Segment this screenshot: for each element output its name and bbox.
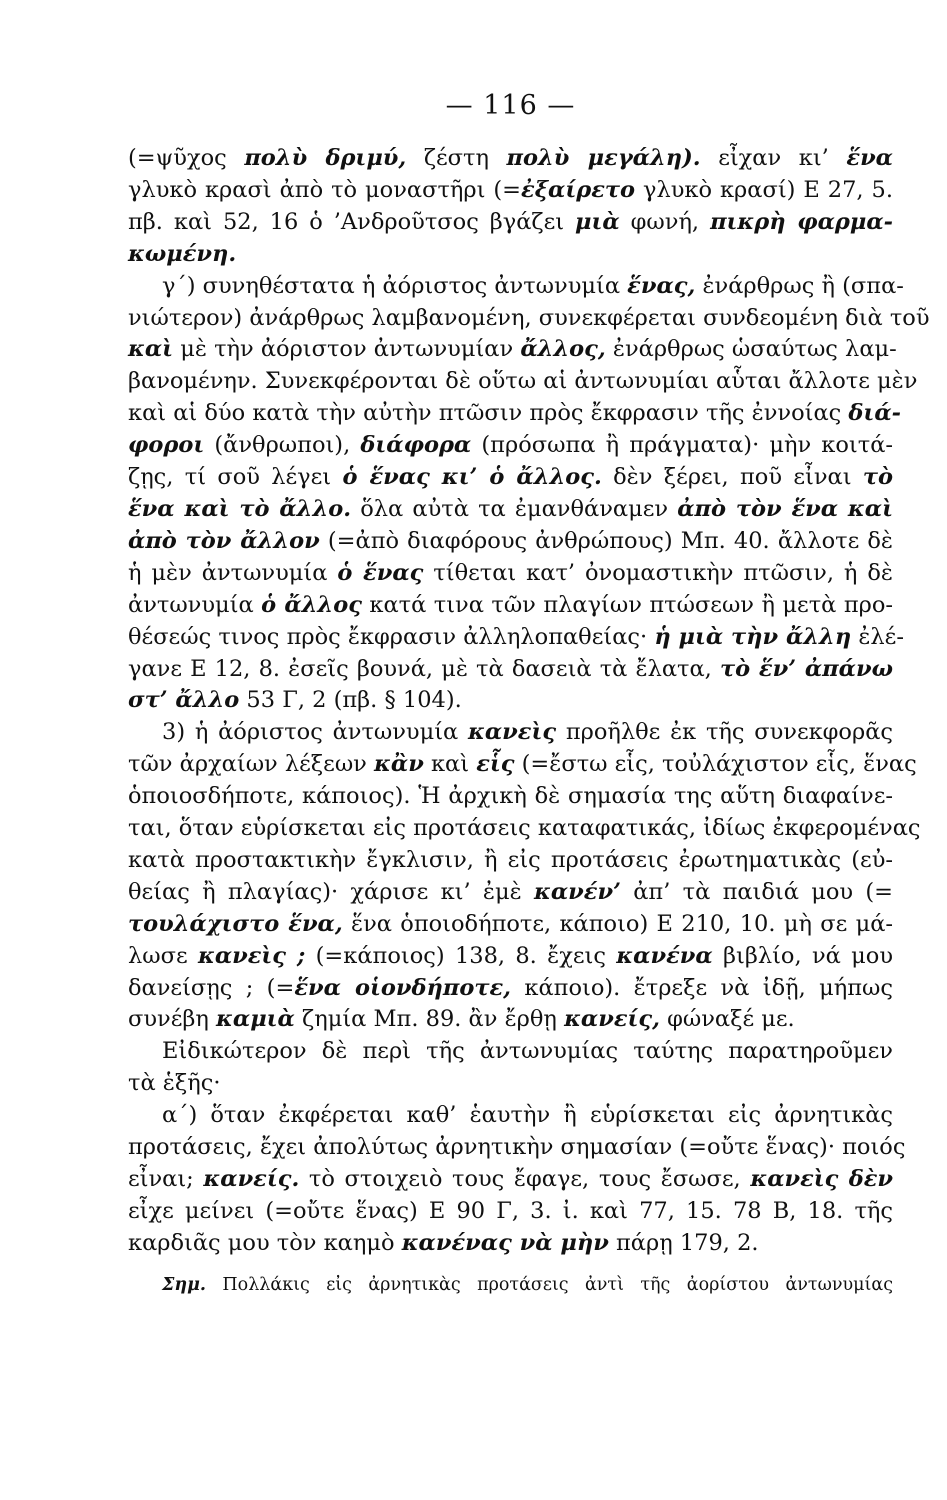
text-line: στ’ ἄλλο 53 Γ, 2 (πβ. § 104). <box>128 687 462 714</box>
text-line: δανείσῃς ; (=ἕνα οἱονδήποτε, κάποιο). ἔτρεξε νὰ ἰδῇ, μήπως <box>128 974 893 1001</box>
body-text <box>128 143 930 1300</box>
text-line: καὶ μὲ τὴν ἀόριστον ἀντωνυμίαν ἄλλος, ἐνάρθρως ὡσαύτως λαμ- <box>128 336 897 363</box>
text-line: γ΄) συνηθέστατα ἡ ἀόριστος ἀντωνυμία ἕνας, ἐνάρθρως ἢ (σπα- <box>162 272 904 299</box>
text-line: α΄) ὅταν ἐκφέρεται καθ’ ἑαυτὴν ἢ εὑρίσκεται εἰς ἀρνητικὰς <box>162 1102 893 1129</box>
text-line: ἡ μὲν ἀντωνυμία ὁ ἕνας τίθεται κατ’ ὀνομαστικὴν πτῶσιν, ἡ δὲ <box>128 559 893 586</box>
text-line: ται, ὅταν εὑρίσκεται εἰς προτάσεις καταφατικάς, ἰδίως ἐκφερομένας <box>128 815 921 842</box>
text-line: λωσε κανεὶς ; (=κάποιος) 138, 8. ἔχεις κανένα βιβλίο, νά μου <box>128 942 893 969</box>
text-line: φοροι (ἄνθρωποι), διάφορα (πρόσωπα ἢ πράγματα)· μὴν κοιτά- <box>128 432 893 459</box>
text-line: 3) ἡ ἀόριστος ἀντωνυμία κανεὶς προῆλθε ἐκ τῆς συνεκφορᾶς <box>162 719 893 746</box>
text-line: ζῃς, τί σοῦ λέγει ὁ ἕνας κι’ ὁ ἄλλος. δὲν ξέρει, ποῦ εἶναι τὸ <box>128 464 894 491</box>
text-line: ἀπὸ τὸν ἄλλον (=ἀπὸ διαφόρους ἀνθρώπους) Μπ. 40. ἄλλοτε δὲ <box>128 527 893 554</box>
text-line: τουλάχιστο ἕνα, ἕνα ὁποιοδήποτε, κάποιο) Ε 210, 10. μὴ σε μά- <box>128 910 893 937</box>
footnote-line: Σημ. Πολλάκις εἰς ἀρνητικὰς προτάσεις ἀντὶ τῆς ἀορίστου ἀντωνυμίας <box>162 1274 893 1295</box>
text-line: γανε Ε 12, 8. ἐσεῖς βουνά, μὲ τὰ δασειὰ τὰ ἔλατα, τὸ ἕν’ ἀπάνω <box>128 655 893 682</box>
book-page <box>128 90 930 1300</box>
text-line: εἶναι; κανείς. τὸ στοιχειὸ τους ἔφαγε, τους ἔσωσε, κανεὶς δὲν <box>128 1166 893 1192</box>
text-line: θείας ἢ πλαγίας)· χάρισε κι’ ἐμὲ κανέν’ ἀπ’ τὰ παιδιά μου (= <box>128 878 893 905</box>
text-line: εἶχε μείνει (=οὔτε ἕνας) Ε 90 Γ, 3. ἰ. καὶ 77, 15. 78 Β, 18. τῆς <box>128 1197 893 1224</box>
text-line: Εἰδικώτερον δὲ περὶ τῆς ἀντωνυμίας ταύτης παρατηροῦμεν <box>162 1038 893 1065</box>
text-line: κατὰ προστακτικὴν ἔγκλισιν, ἢ εἰς προτάσεις ἐρωτηματικὰς (εὐ- <box>128 846 893 873</box>
text-line: προτάσεις, ἔχει ἀπολύτως ἀρνητικὴν σημασίαν (=οὔτε ἕνας)· ποιός <box>128 1134 906 1161</box>
text-line: τῶν ἀρχαίων λέξεων κἂν καὶ εἷς (=ἔστω εἷς, τοὐλάχιστον εἷς, ἕνας <box>128 751 917 778</box>
text-line: κωμένη. <box>128 240 237 267</box>
text-line: βανομένην. Συνεκφέρονται δὲ οὕτω αἱ ἀντωνυμίαι αὗται ἄλλοτε μὲν <box>128 368 918 395</box>
text-line: συνέβη καμιὰ ζημία Μπ. 89. ἂν ἔρθῃ κανείς, φώναξέ με. <box>128 1006 795 1033</box>
text-line: ὁποιοσδήποτε, κάποιος). Ἡ ἀρχικὴ δὲ σημασία της αὕτη διαφαίνε- <box>128 783 893 810</box>
text-line: ἀντωνυμία ὁ ἄλλος κατά τινα τῶν πλαγίων πτώσεων ἢ μετὰ προ- <box>128 591 893 618</box>
text-line: πβ. καὶ 52, 16 ὁ ’Ανδροῦτσος βγάζει μιὰ φωνή, πικρὴ φαρμα- <box>128 208 894 235</box>
text-line: ἕνα καὶ τὸ ἄλλο. ὅλα αὐτὰ τα ἐμανθάναμεν ἀπὸ τὸν ἕνα καὶ <box>128 495 893 522</box>
text-line: καὶ αἱ δύο κατὰ τὴν αὐτὴν πτῶσιν πρὸς ἔκφρασιν τῆς ἐννοίας διά- <box>128 400 901 427</box>
text-line: νιώτερον) ἀνάρθρως λαμβανομένη, συνεκφέρεται συνδεομένη διὰ τοῦ <box>128 304 930 331</box>
text-line: θέσεώς τινος πρὸς ἔκφρασιν ἀλληλοπαθείας· ἡ μιὰ τὴν ἄλλη ἐλέ- <box>128 623 904 650</box>
text-line: (=ψῦχος πολὺ δριμύ, ζέστη πολὺ μεγάλη). εἶχαν κι’ ἕνα <box>128 145 893 171</box>
text-line: τὰ ἑξῆς· <box>128 1070 221 1097</box>
text-line: γλυκὸ κρασὶ ἀπὸ τὸ μοναστῆρι (=ἐξαίρετο γλυκὸ κρασί) Ε 27, 5. <box>128 176 894 203</box>
text-line: καρδιᾶς μου τὸν καημὸ κανένας νὰ μὴν πάρῃ 179, 2. <box>128 1229 759 1256</box>
page-number: — 116 — <box>445 90 576 121</box>
